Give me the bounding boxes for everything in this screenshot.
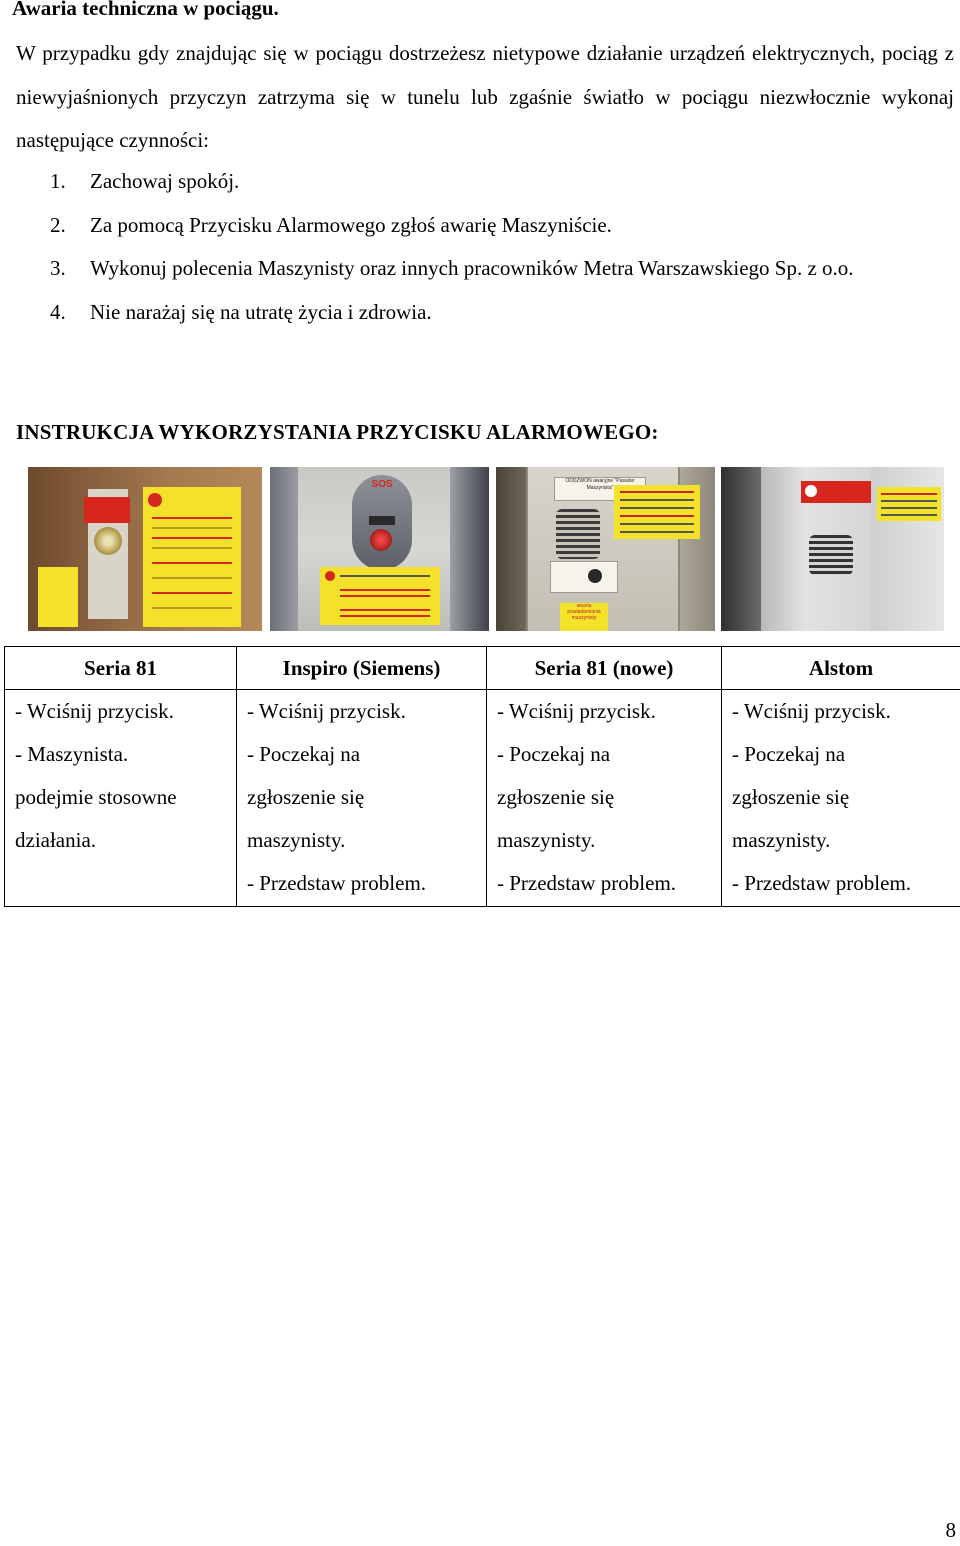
alarm-instructions-table — [4, 646, 960, 907]
table-cell — [487, 690, 722, 907]
instruction-line: - Wciśnij przycisk. — [247, 699, 406, 723]
speaker-grille-icon — [809, 535, 853, 575]
list-item — [50, 204, 956, 248]
yellow-info-sign: awaria powiadamiania maszynisty — [560, 603, 608, 631]
instruction-line: maszynisty. — [247, 828, 346, 852]
list-item — [50, 160, 956, 204]
instruction-line: - Przedstaw problem. — [732, 871, 912, 895]
step-number: 3. — [50, 256, 66, 280]
table-header-row — [5, 647, 960, 690]
photo-seria-81-nowe — [496, 467, 715, 631]
instruction-line: - Wciśnij przycisk. — [15, 699, 174, 723]
alarm-button-icon — [805, 485, 817, 497]
step-text: Nie narażaj się na utratę życia i zdrowia. — [90, 299, 432, 324]
metro-logo-icon — [325, 571, 335, 581]
step-text: Zachowaj spokój. — [90, 169, 240, 193]
column-header: Inspiro (Siemens) — [237, 647, 487, 690]
step-number: 4. — [50, 299, 66, 324]
table-cell — [5, 690, 237, 907]
page-heading: Awaria techniczna w pociągu. — [12, 0, 279, 20]
photo-inspiro — [270, 467, 489, 631]
step-text: Za pomocą Przycisku Alarmowego zgłoś awarię Maszyniście. — [90, 212, 612, 237]
page-number: 8 — [945, 1518, 956, 1542]
step-number: 2. — [50, 212, 66, 237]
photo-seria-81 — [28, 467, 262, 631]
sign-text-lines — [340, 575, 430, 577]
instruction-line: działania. — [15, 828, 97, 852]
instruction-line: zgłoszenie się — [732, 785, 850, 809]
alarm-button-icon — [588, 569, 602, 583]
instruction-line: - Poczekaj na — [497, 742, 611, 766]
photo-alstom — [721, 467, 944, 631]
yellow-info-sign — [614, 485, 700, 539]
instruction-line: - Wciśnij przycisk. — [732, 699, 891, 723]
sign-text-lines — [152, 517, 232, 519]
step-number: 1. — [50, 169, 66, 193]
instruction-line: - Poczekaj na — [732, 742, 846, 766]
speaker-grille-icon — [556, 509, 600, 559]
alarm-button-icon — [94, 527, 122, 555]
red-label — [84, 497, 130, 523]
intercom-label: ODDZWOŃ awaryjne "Pasażer Maszynista" — [554, 477, 646, 501]
yellow-info-sign — [143, 487, 241, 627]
steps-list — [50, 160, 956, 334]
instruction-line: maszynisty. — [497, 828, 596, 852]
door-edge — [450, 467, 489, 631]
table-cell — [237, 690, 487, 907]
column-header: Alstom — [722, 647, 960, 690]
table-cell — [722, 690, 960, 907]
yellow-info-sign — [38, 567, 78, 627]
instruction-line: podejmie stosowne — [15, 785, 177, 809]
instruction-line: - Wciśnij przycisk. — [497, 699, 656, 723]
step-text: Wykonuj polecenia Maszynisty oraz innych pracowników Metra Warszawskiego Sp. z o.o. — [90, 256, 854, 280]
instruction-line: maszynisty. — [732, 828, 831, 852]
list-item — [50, 247, 956, 291]
intro-paragraph: W przypadku gdy znajdując się w pociągu dostrzeżesz nietypowe działanie urządzeń elektrycznych, pociąg z niewyjaśnionych przyczyn zatrzyma się w tunelu lub zgaśnie światło w pociągu niezwłocznie wykonaj następujące czynności: — [16, 41, 954, 152]
sign-text-lines — [620, 491, 694, 493]
list-item — [50, 291, 956, 335]
instruction-line: zgłoszenie się — [497, 785, 615, 809]
instruction-line: - Poczekaj na — [247, 742, 361, 766]
table-row — [5, 690, 960, 907]
door-edge — [270, 467, 298, 631]
metro-logo-icon — [148, 493, 162, 507]
speaker-grille-icon — [369, 516, 395, 525]
column-header: Seria 81 (nowe) — [487, 647, 722, 690]
instruction-line: - Maszynista. — [15, 742, 129, 766]
section-title: INSTRUKCJA WYKORZYSTANIA PRZYCISKU ALARMOWEGO: — [16, 420, 659, 444]
instruction-line: - Przedstaw problem. — [497, 871, 677, 895]
column-header: Seria 81 — [5, 647, 237, 690]
sos-label: SOS — [371, 479, 393, 490]
instruction-line: - Przedstaw problem. — [247, 871, 427, 895]
instruction-line: zgłoszenie się — [247, 785, 365, 809]
alarm-button-icon — [370, 529, 392, 551]
sign-text-lines — [881, 493, 937, 495]
button-plate — [550, 561, 618, 593]
